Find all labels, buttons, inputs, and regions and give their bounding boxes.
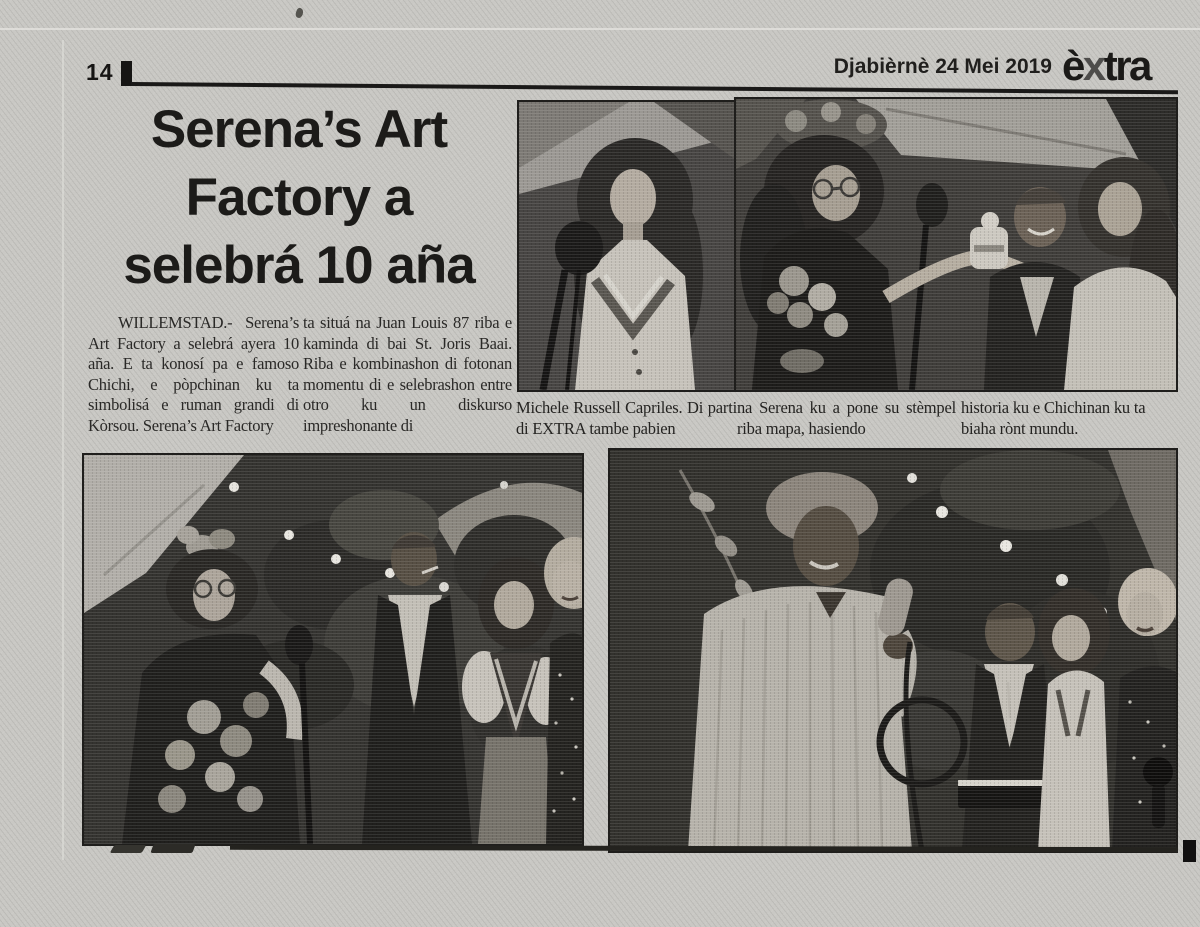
page-number: 14 — [86, 59, 114, 85]
article-body-column-2: ta situá na Juan Louis 87 riba e kaminda di bai St. Joris Baai. Riba e kombinashon di fotonan momentu di e selebrashon entre otro ku un diskurso impreshonante di — [303, 313, 512, 435]
scan-artifact-blob-1 — [110, 845, 147, 853]
photo-top-right-image — [736, 99, 1176, 390]
headline-line-3: selebrá 10 aña — [123, 236, 475, 295]
scan-artifact-speck — [295, 7, 305, 19]
photo-bottom-right — [608, 448, 1178, 853]
photo-bottom-left-image — [84, 455, 582, 844]
scan-artifact-blob-2 — [150, 844, 195, 853]
headline-line-1: Serena’s Art — [150, 100, 448, 159]
photo-top-middle — [517, 100, 738, 392]
scan-artifact-left-edge — [62, 40, 64, 860]
caption-column-2: na Serena ku a pone su stèmpel riba mapa, hasiendo — [737, 398, 956, 438]
photo-top-right — [734, 97, 1178, 392]
scan-artifact-top-edge — [0, 28, 1200, 30]
extra-logo-rest: tra — [1103, 42, 1150, 89]
photo-top-middle-image — [519, 102, 736, 390]
article-headline — [88, 96, 510, 300]
header-rule — [131, 82, 1178, 94]
article-body-column-1: WILLEMSTAD.- Serena’s Art Factory a selebrá ayera 10 aña. E ta konosí pa e famoso Chichi, e pòpchinan ku ta simbolisá e ruman grandi di Kòrsou. Serena’s Art Factory — [88, 313, 299, 435]
headline-line-2: Factory a — [185, 168, 413, 227]
caption-column-3: historia ku e Chichinan ku ta biaha rònt mundu. — [961, 398, 1146, 438]
photo-bottom-left — [82, 453, 584, 846]
extra-logo-e: è — [1062, 42, 1083, 89]
edition-date: Djabièrnè 24 Mei 2019 — [833, 55, 1052, 78]
extra-logo — [1062, 42, 1150, 90]
scan-artifact-corner-mark — [1183, 840, 1196, 862]
caption-column-1: Michele Russell Capriles. Di parti di EXTRA tambe pabien — [516, 398, 737, 438]
extra-logo-x: x — [1082, 42, 1104, 89]
photo-bottom-right-image — [610, 450, 1176, 851]
